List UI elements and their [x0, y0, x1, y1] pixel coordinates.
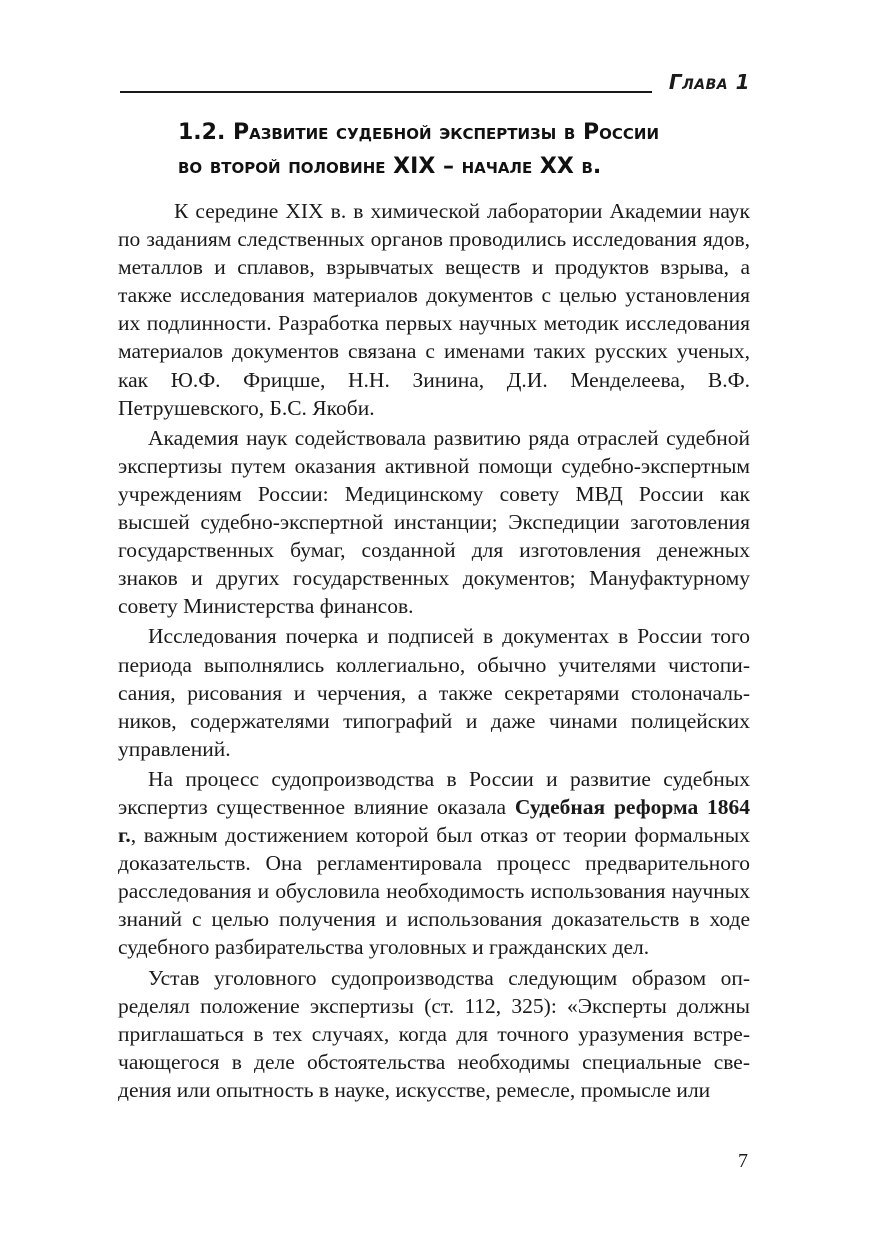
header-rule — [120, 91, 652, 93]
paragraph-2: Академия наук содействовала развитию ряда отраслей судебной экспертизы путем оказания активной помощи судебно-экспертным учреждениям России: Медицинскому совету МВД России как высшей судебно-экспертной инстанции; Экспедиции заготовления государственных бумаг, созданной для изготовления денежных знаков и других государственных документов; Мануфактурному совету Министерства финансов. — [118, 425, 750, 619]
body-text — [118, 197, 750, 1106]
page-number: 7 — [738, 1150, 748, 1172]
paragraph-5: Устав уголовного судопроизводства следующим образом определял положение экспертизы (ст. 112, 325): «Эксперты должны приглашаться в тех случаях, когда для точного уразумения встречающегося в деле обстоятельства необходимы специальные сведения или опытность в науке, искусстве, ремесле, промысле или — [118, 965, 750, 1102]
paragraph-3: Исследования почерка и подписей в документах в России того периода выполнялись коллегиально, обычно учителями чистописания, рисования и черчения, а также секретарями столоначальников, содержателями типографий и даже чинами полицейских управлений. — [118, 624, 750, 761]
judicial-reform-emphasis: Судебная реформа 1864 г. — [118, 794, 750, 848]
paragraph-4-after: , важным достижением которой был отказ от теории формальных доказательств. Она регламентировала процесс предварительного расследования и обусловила необходимость использования научных знаний с целью получения и использования доказательств в ходе судебного разбирательства уголовных и гражданских дел. — [118, 823, 750, 960]
chapter-label: Глава 1 — [668, 70, 750, 94]
section-title — [178, 116, 758, 184]
section-title-line-1: 1.2. Развитие судебной экспертизы в России — [178, 120, 659, 145]
paragraph-1: К середине XIX в. в химической лаборатории Академии наук по заданиям следственных органов проводились исследования ядов, металлов и сплавов, взрывчатых веществ и продуктов взрыва, а также исследования материалов документов с целью установления их подлинности. Разработка первых научных методик исследования материалов документов связана с именами таких русских ученых, как Ю.Ф. Фрицше, Н.Н. Зинина, Д.И. Менделеева, В.Ф. Петрушевского, Б.С. Якоби. — [118, 199, 750, 420]
paragraph-4 — [118, 765, 750, 962]
running-header — [120, 70, 750, 100]
section-title-line-2: во второй половине XIX – начале XX в. — [178, 154, 602, 179]
paragraph-4-before: На процесс судопроизводства в России и развитие судебных экспертиз существенное влияние оказала — [118, 766, 750, 819]
